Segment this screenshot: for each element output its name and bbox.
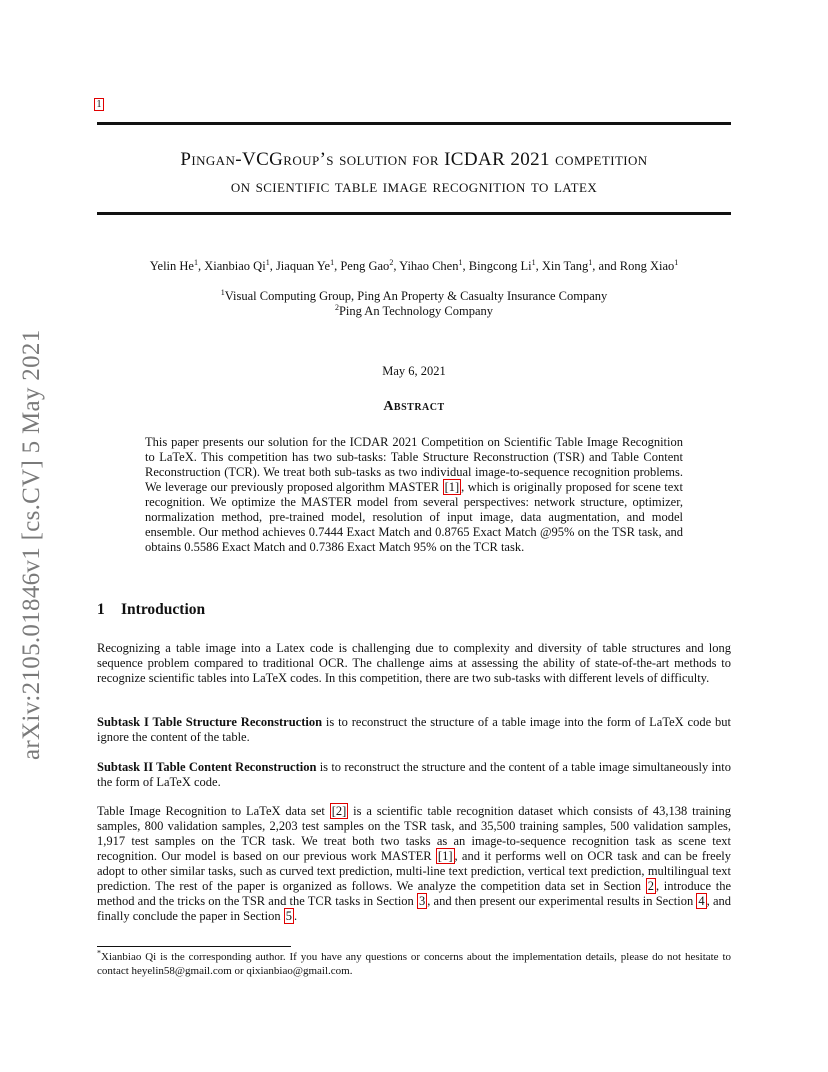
- footnote-text: Xianbiao Qi is the corresponding author. If you have any questions or concerns about the implementation details, please do not hesitate to contact heyelin58@gmail.com or qixianbiao@gmail.com.: [97, 951, 731, 977]
- affiliation-mark: 2: [334, 302, 339, 312]
- abstract-text: This paper presents our solution for the ICDAR 2021 Competition on Scientific Table Image Recognition to LaTeX. This competition has two sub-tasks: Table Structure Reconstruction (TSR) and Table Content Reconstruction (TCR). We treat both sub-tasks as two individual image-to-sequence recognition problems. We leverage our previously proposed algorithm MASTER: [145, 435, 683, 494]
- paragraph-text: , and then present our experimental results in Section: [427, 894, 697, 908]
- author-affiliation-mark: 2: [389, 257, 394, 267]
- author: Xianbiao Qi: [204, 259, 266, 273]
- section-reference-link[interactable]: 2: [647, 879, 654, 893]
- section-number: 1: [97, 601, 105, 618]
- title-line-2: on scientific table image recognition to latex: [230, 176, 598, 197]
- footnote: [97, 950, 731, 978]
- author: Yihao Chen: [399, 259, 459, 273]
- subtask-label: Subtask II Table Content Reconstruction: [97, 760, 317, 774]
- citation-link[interactable]: [1]: [444, 480, 460, 494]
- subtask-label: Subtask I Table Structure Reconstruction: [97, 715, 323, 729]
- arxiv-identifier-stamp: arXiv:2105.01846v1 [cs.CV] 5 May 2021: [18, 329, 45, 760]
- footnote-link[interactable]: 1: [94, 98, 104, 111]
- author-affiliation-mark: 1: [265, 257, 270, 267]
- footnote-mark: *: [97, 948, 101, 958]
- affiliation-1: [97, 289, 731, 304]
- abstract-body: [145, 435, 683, 555]
- paragraph-text: is a scientific table recognition dataset which consists of 43,138 training samples, 800 validation samples, 2,203 test samples on the TSR task, and 35,500 training samples, 500 validation samples, 1,917 test samples on the TCR task. We treat both two tasks as an image-to-sequence recognition task as scene text recognition. Our model is based on our previous work MASTER: [97, 804, 731, 863]
- paper-date: May 6, 2021: [382, 364, 446, 378]
- author-affiliation-mark: 1: [588, 257, 593, 267]
- section-reference-link[interactable]: 5: [285, 909, 292, 923]
- subtask-text: is to reconstruct the structure of a table image into the form of LaTeX code but ignore the content of the table.: [97, 715, 732, 744]
- intro-paragraph-subtask-1: [97, 715, 731, 745]
- section-title: Introduction: [121, 601, 206, 618]
- affiliation-2: [97, 304, 731, 319]
- subtask-text: is to reconstruct the structure and the content of a table image simultaneously into the form of LaTeX code.: [97, 760, 731, 789]
- author-affiliation-mark: 1: [458, 257, 463, 267]
- section-reference-link[interactable]: 3: [418, 894, 426, 908]
- section-reference-link[interactable]: 4: [698, 894, 705, 908]
- author-affiliation-mark: 1: [193, 257, 198, 267]
- abstract-text: , which is originally proposed for scene text recognition. We optimize the MASTER model from several perspectives: network structure, optimizer, normalization method, pre-trained model, resolution of input image, data augmentation, and model ensemble. Our method achieves 0.7444 Exact Match and 0.8765 Exact Match @95% on the TSR task, and obtains 0.5586 Exact Match and 0.7386 Exact Match 95% on the TCR task.: [145, 480, 683, 554]
- intro-paragraph-1: Recognizing a table image into a Latex code is challenging due to complexity and diversity of table structures and long sequence problem compared to traditional OCR. The challenge aims at assessing the ability of state-of-the-art methods to recognize scientific tables into LaTeX codes. In this competition, there are two sub-tasks with different levels of difficulty.: [97, 641, 731, 685]
- affiliation-text: Visual Computing Group, Ping An Property & Casualty Insurance Company: [224, 289, 608, 303]
- abstract-heading: Abstract: [383, 399, 445, 414]
- title-bottom-rule: [97, 212, 731, 215]
- paragraph-text: .: [294, 909, 298, 923]
- citation-link[interactable]: [2]: [331, 804, 347, 818]
- author-list: Yelin He$^1$, Xianbiao Qi$^1$, Jiaquan Ye$^1$, Peng Gao$^2$, Yihao Chen$^1$, Bingcong Li$^1$, Xin Tang$^1$, and Rong Xiao$^1$: [149, 257, 679, 273]
- title-line-1: Pingan-VCGroup’s solution for ICDAR 2021 competition: [180, 149, 648, 170]
- intro-paragraph-dataset: [97, 804, 731, 924]
- author-affiliation-mark: 1: [531, 257, 536, 267]
- paragraph-text: Table Image Recognition to LaTeX data set: [97, 804, 330, 818]
- title-top-rule: [97, 122, 731, 125]
- author: Bingcong Li: [468, 259, 532, 273]
- footnote-rule: [97, 946, 291, 947]
- author: Xin Tang: [541, 259, 589, 273]
- paper-title: [97, 146, 731, 200]
- author: Yelin He: [149, 259, 194, 273]
- author: Peng Gao: [340, 259, 390, 273]
- author-affiliation-mark: 1: [674, 257, 679, 267]
- section-heading: [97, 601, 205, 619]
- affiliation-text: Ping An Technology Company: [338, 304, 494, 318]
- paragraph-text: , and it performs well on OCR task and can be freely adopt to other similar tasks, such as curved text prediction, multi-line text prediction, vertical text prediction, multilingual text prediction. The rest of the paper is organized as follows. We analyze the competition data set in Section: [97, 849, 731, 893]
- paragraph-text: , and finally conclude the paper in Section: [97, 894, 731, 923]
- citation-link[interactable]: [1]: [437, 849, 453, 863]
- author-affiliation-mark: 1: [330, 257, 335, 267]
- affiliation-mark: 1: [220, 287, 225, 297]
- author: Rong Xiao: [619, 259, 675, 273]
- paragraph-text: , introduce the method and the tricks on the TSR and the TCR tasks in Section: [97, 879, 731, 908]
- author-conjunction: and: [598, 259, 617, 273]
- intro-paragraph-subtask-2: [97, 760, 731, 790]
- author: Jiaquan Ye: [275, 259, 331, 273]
